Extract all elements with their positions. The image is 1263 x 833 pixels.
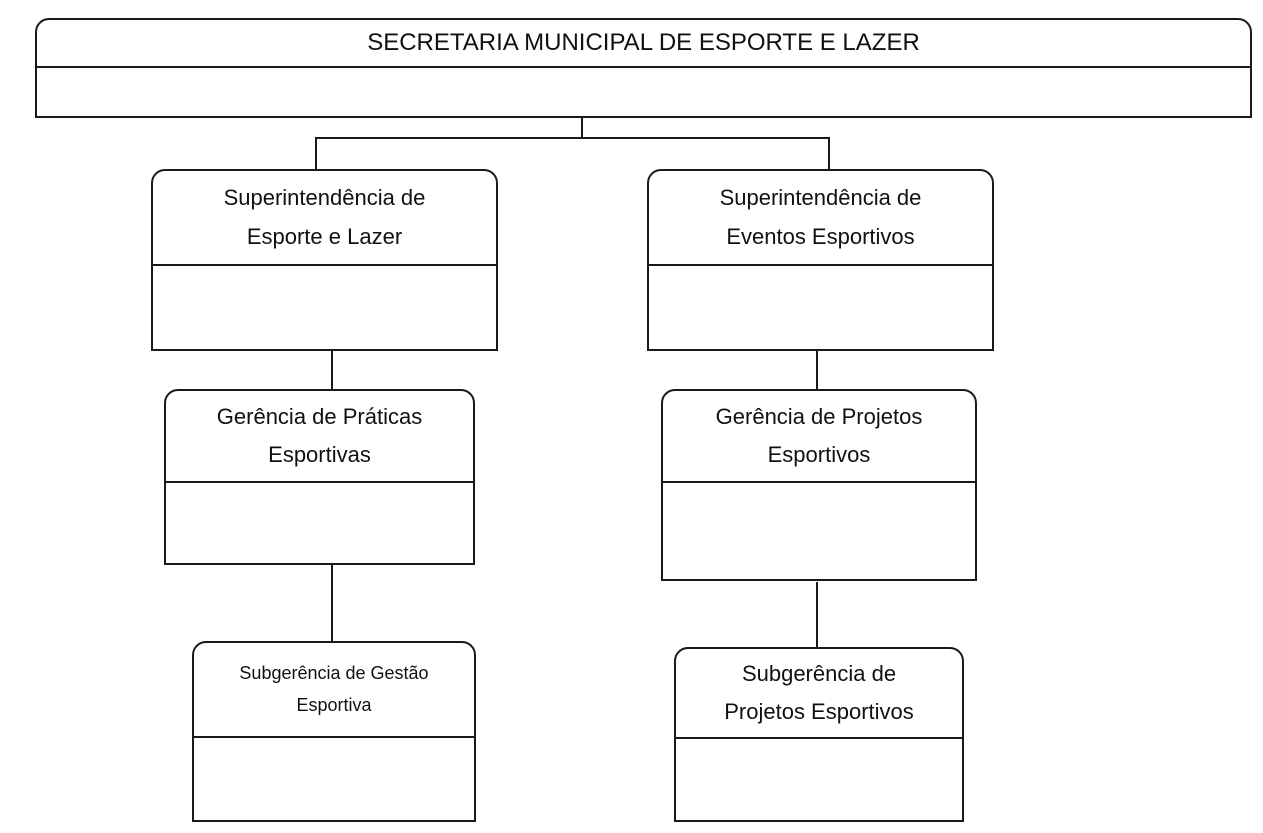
connector-horizontal-branch [315,137,830,139]
org-box-subgerencia-projetos-esportivos [674,647,964,822]
org-box-title [153,171,496,266]
connector-root-down [581,117,583,139]
title-line-2: Esportivos [767,442,871,467]
title-line-1: Superintendência de [223,185,426,210]
org-box-gerencia-praticas-esportivas [164,389,475,565]
org-box-body [37,68,1250,116]
title-line-1: Subgerência de Gestão [239,663,429,683]
secretaria-title: SECRETARIA MUNICIPAL DE ESPORTE E LAZER [367,29,920,56]
org-box-title [37,20,1250,68]
title-line-1: Gerência de Projetos [715,403,923,429]
org-box-body [649,266,992,349]
org-box-body [166,483,473,563]
title-line-1: Superintendência de [719,185,922,210]
title-line-2: Eventos Esportivos [726,223,915,249]
org-box-secretaria [35,18,1252,118]
org-box-title [649,171,992,266]
org-box-superintendencia-eventos-esportivos [647,169,994,351]
org-box-body [676,739,962,820]
connector-left-ger-to-sub [331,564,333,642]
connector-right-sup-to-ger [816,350,818,390]
org-box-subgerencia-gestao-esportiva [192,641,476,822]
title-line-2: Esporte e Lazer [246,223,403,249]
connector-left-sup-to-ger [331,350,333,390]
org-box-gerencia-projetos-esportivos [661,389,977,581]
title-line-1: Subgerência de [741,660,897,686]
connector-right-ger-to-sub [816,582,818,648]
org-box-body [663,483,975,579]
org-box-title [166,391,473,483]
title-line-1: Gerência de Práticas [216,403,423,429]
org-box-body [153,266,496,349]
org-box-body [194,738,474,820]
org-box-title [676,649,962,739]
connector-branch-left-down [315,137,317,170]
title-line-2: Projetos Esportivos [724,699,914,724]
org-box-title [194,643,474,738]
org-box-title [663,391,975,483]
org-box-superintendencia-esporte-lazer [151,169,498,351]
title-line-2: Esportiva [296,694,372,715]
title-line-2: Esportivas [268,442,371,467]
connector-branch-right-down [828,137,830,170]
